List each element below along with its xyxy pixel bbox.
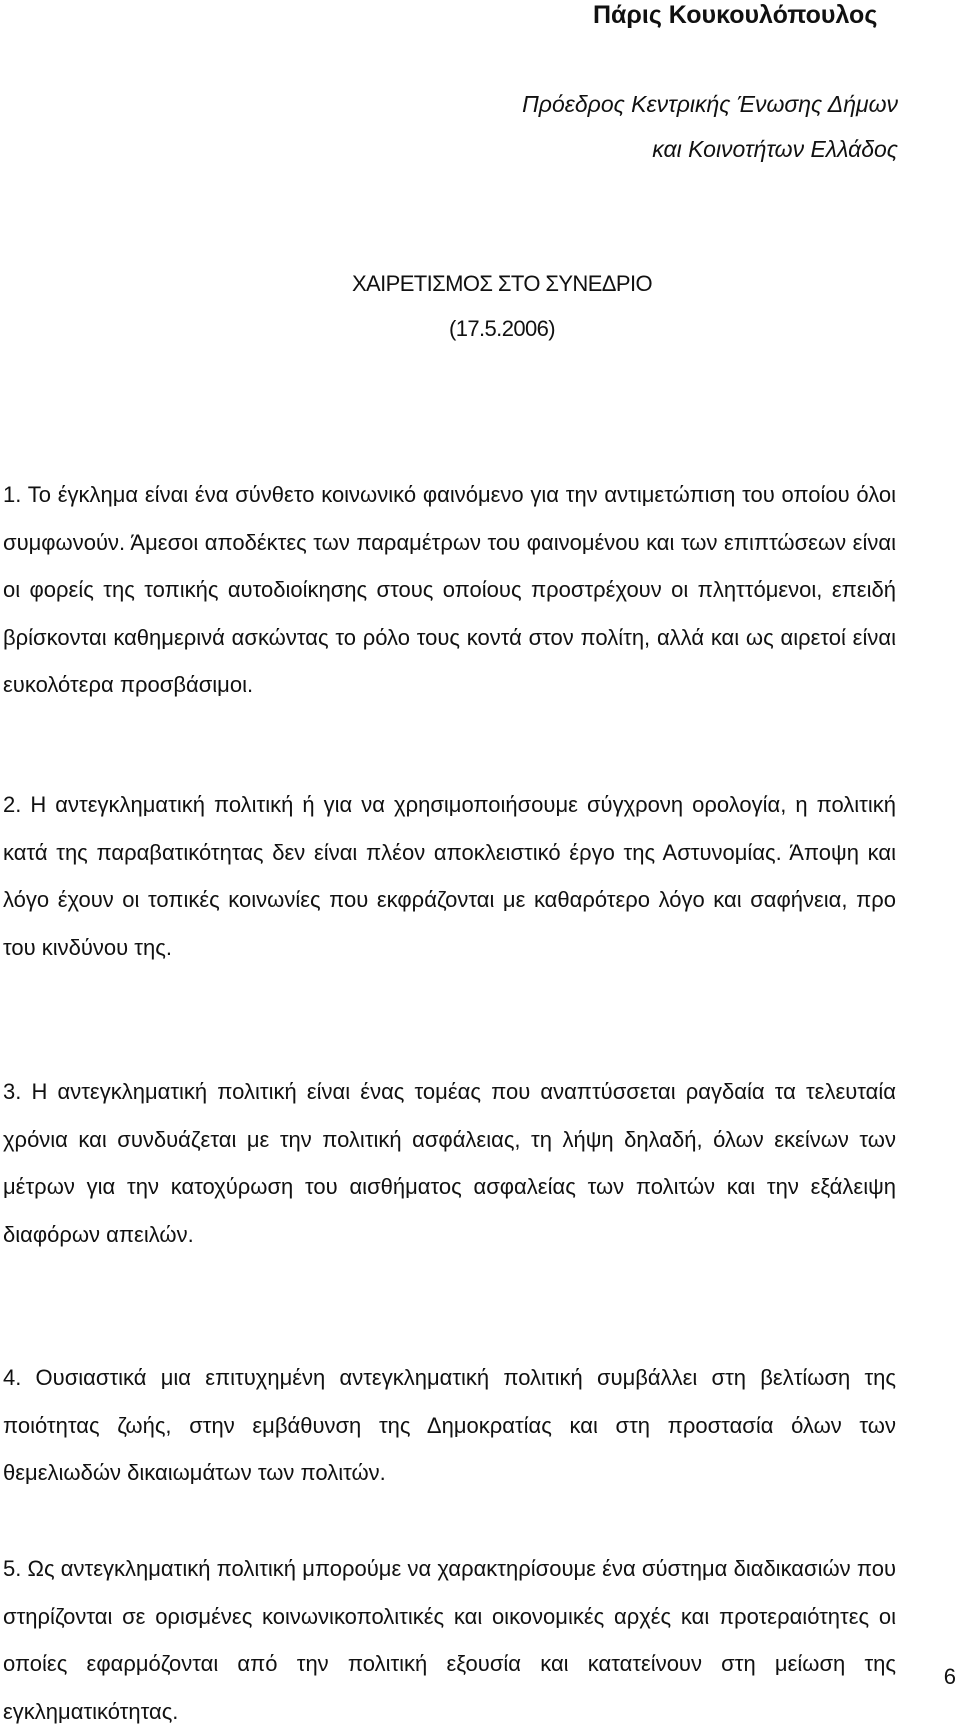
document-title: ΧΑΙΡΕΤΙΣΜΟΣ ΣΤΟ ΣΥΝΕΔΡΙΟ xyxy=(351,271,652,296)
paragraph-3: 3. Η αντεγκληματική πολιτική είναι ένας τομέας που αναπτύσσεται ραγδαία τα τελευταία χρόνια και συνδυάζεται με την πολιτική ασφάλειας, τη λήψη δηλαδή, όλων εκείνων των μέτρων για την κατοχύρωση του αισθήματος ασφαλείας των πολιτών και την εξάλειψη διαφόρων απειλών. xyxy=(3,1079,896,1247)
page-number: 6 xyxy=(943,1664,956,1689)
paragraph-4: 4. Ουσιαστικά μια επιτυχημένη αντεγκληματική πολιτική συμβάλλει στη βελτίωση της ποιότητας ζωής, στην εμβάθυνση της Δημοκρατίας και στη προστασία όλων των θεμελιωδών δικαιωμάτων των πολιτών. xyxy=(3,1365,896,1485)
paragraph-2: 2. Η αντεγκληματική πολιτική ή για να χρησιμοποιήσουμε σύγχρονη ορολογία, η πολιτική κατά της παραβατικότητας δεν είναι πλέον αποκλειστικό έργο της Αστυνομίας. Άποψη και λόγο έχουν οι τοπικές κοινωνίες που εκφράζονται με καθαρότερο λόγο και σαφήνεια, προ του κινδύνου της. xyxy=(3,792,896,960)
paragraph-1: 1. Το έγκλημα είναι ένα σύνθετο κοινωνικό φαινόμενο για την αντιμετώπιση του οποίου όλοι συμφωνούν. Άμεσοι αποδέκτες των παραμέτρων του φαινομένου και των επιπτώσεων είναι οι φορείς της τοπικής αυτοδιοίκησης στους οποίους προστρέχουν οι πληττόμενοι, επειδή βρίσκονται καθημερινά ασκώντας το ρόλο τους κοντά στον πολίτη, αλλά και ως αιρετοί είναι ευκολότερα προσβάσιμοι. xyxy=(3,482,896,697)
paragraph-5: 5. Ως αντεγκληματική πολιτική μπορούμε να χαρακτηρίσουμε ένα σύστημα διαδικασιών που στηρίζονται σε ορισμένες κοινωνικοπολιτικές και οικονομικές αρχές και προτεραιότητες οι οποίες εφαρμόζονται από την πολιτική εξουσία και κατατείνουν στη μείωση της εγκληματικότητας. xyxy=(3,1556,896,1724)
document-date: (17.5.2006) xyxy=(449,316,555,341)
author-name: Πάρις Κουκουλόπουλος xyxy=(593,1,878,29)
author-role-line-1: Πρόεδρος Κεντρικής Ένωσης Δήμων xyxy=(522,91,898,117)
author-role-line-2: και Κοινοτήτων Ελλάδος xyxy=(652,136,898,162)
